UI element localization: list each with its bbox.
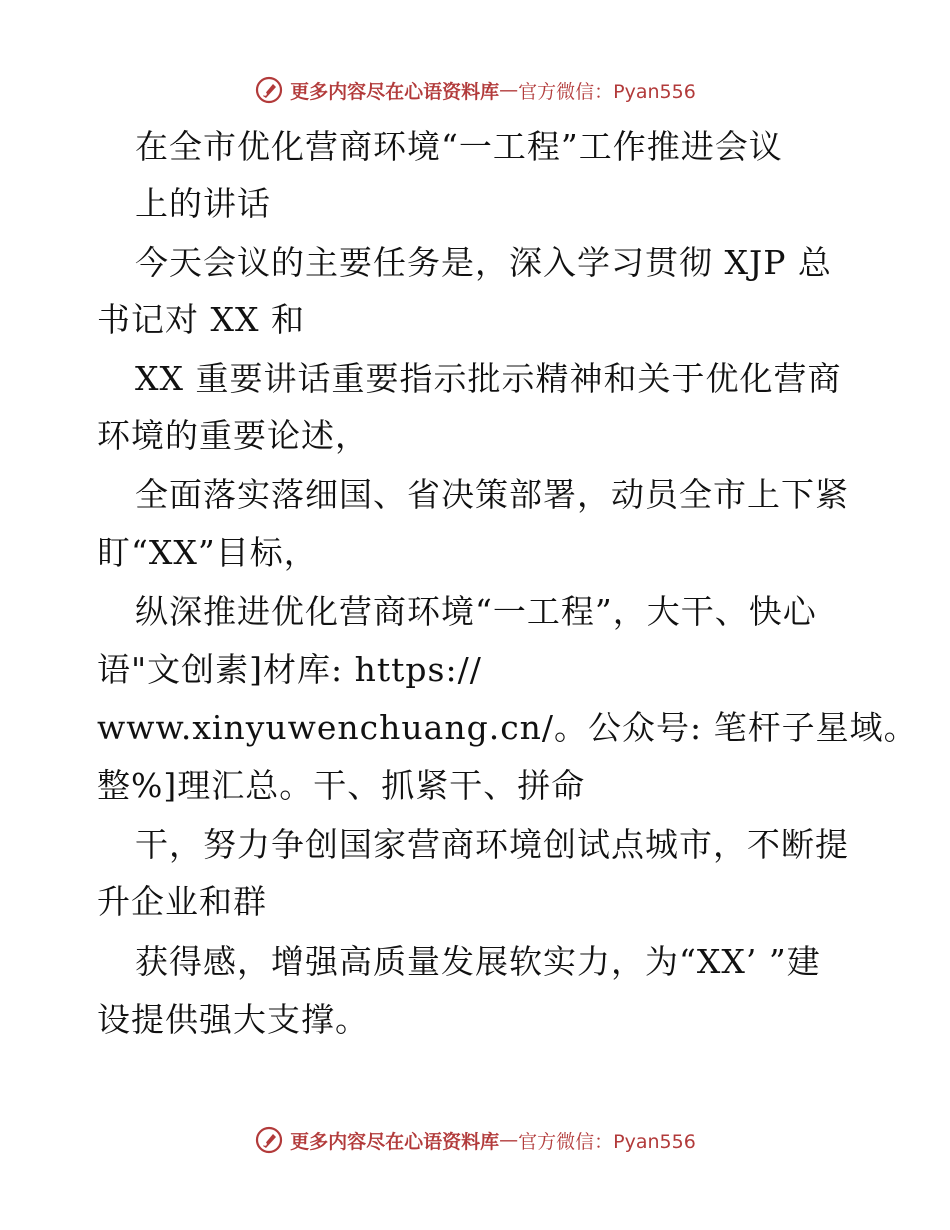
watermark-dash: — <box>499 1129 519 1151</box>
paragraph-line: 全面落实落细国、省决策部署，动员全市上下紧 <box>135 475 849 514</box>
paragraph-line: 今天会议的主要任务是，深入学习贯彻 XJP 总 <box>135 243 832 282</box>
watermark-site-text: 更多内容尽在心语资料库 <box>290 1130 500 1153</box>
paragraph-line: 语"文创素]材库: https:// <box>97 650 482 689</box>
document-title-line-1: 在全市优化营商环境“一工程”工作推进会议 <box>135 127 783 166</box>
paragraph-line: 获得感，增强高质量发展软实力，为“XX’ ”建 <box>135 942 821 981</box>
paragraph-line: 环境的重要论述， <box>97 416 369 455</box>
pen-nib-logo-icon <box>254 1125 284 1155</box>
paragraph-line: 书记对 XX 和 <box>97 300 305 339</box>
header-watermark <box>0 70 950 110</box>
paragraph-line: XX 重要讲话重要指示批示精神和关于优化营商 <box>135 359 842 398</box>
paragraph-line: 盯“XX”目标， <box>97 533 318 572</box>
paragraph-line: 设提供强大支撑。 <box>97 1000 369 1039</box>
footer-watermark <box>0 1120 950 1160</box>
paragraph-line: 整%]理汇总。干、抓紧干、拼命 <box>97 766 586 805</box>
paragraph-line: www.xinyuwenchuang.cn/。公众号: 笔杆子星域。 <box>97 708 918 747</box>
watermark-site-text: 更多内容尽在心语资料库 <box>290 80 500 103</box>
pen-nib-logo-icon <box>254 75 284 105</box>
paragraph-line: 升企业和群 <box>97 882 267 921</box>
document-title-line-2: 上的讲话 <box>135 184 271 223</box>
paragraph-line: 干，努力争创国家营商环境创试点城市，不断提 <box>135 825 849 864</box>
watermark-dash: — <box>499 79 519 101</box>
watermark-wechat-text: 官方微信：Pyan556 <box>518 1130 696 1153</box>
watermark-wechat-text: 官方微信：Pyan556 <box>518 80 696 103</box>
paragraph-line: 纵深推进优化营商环境“一工程”，大干、快心 <box>135 592 817 631</box>
